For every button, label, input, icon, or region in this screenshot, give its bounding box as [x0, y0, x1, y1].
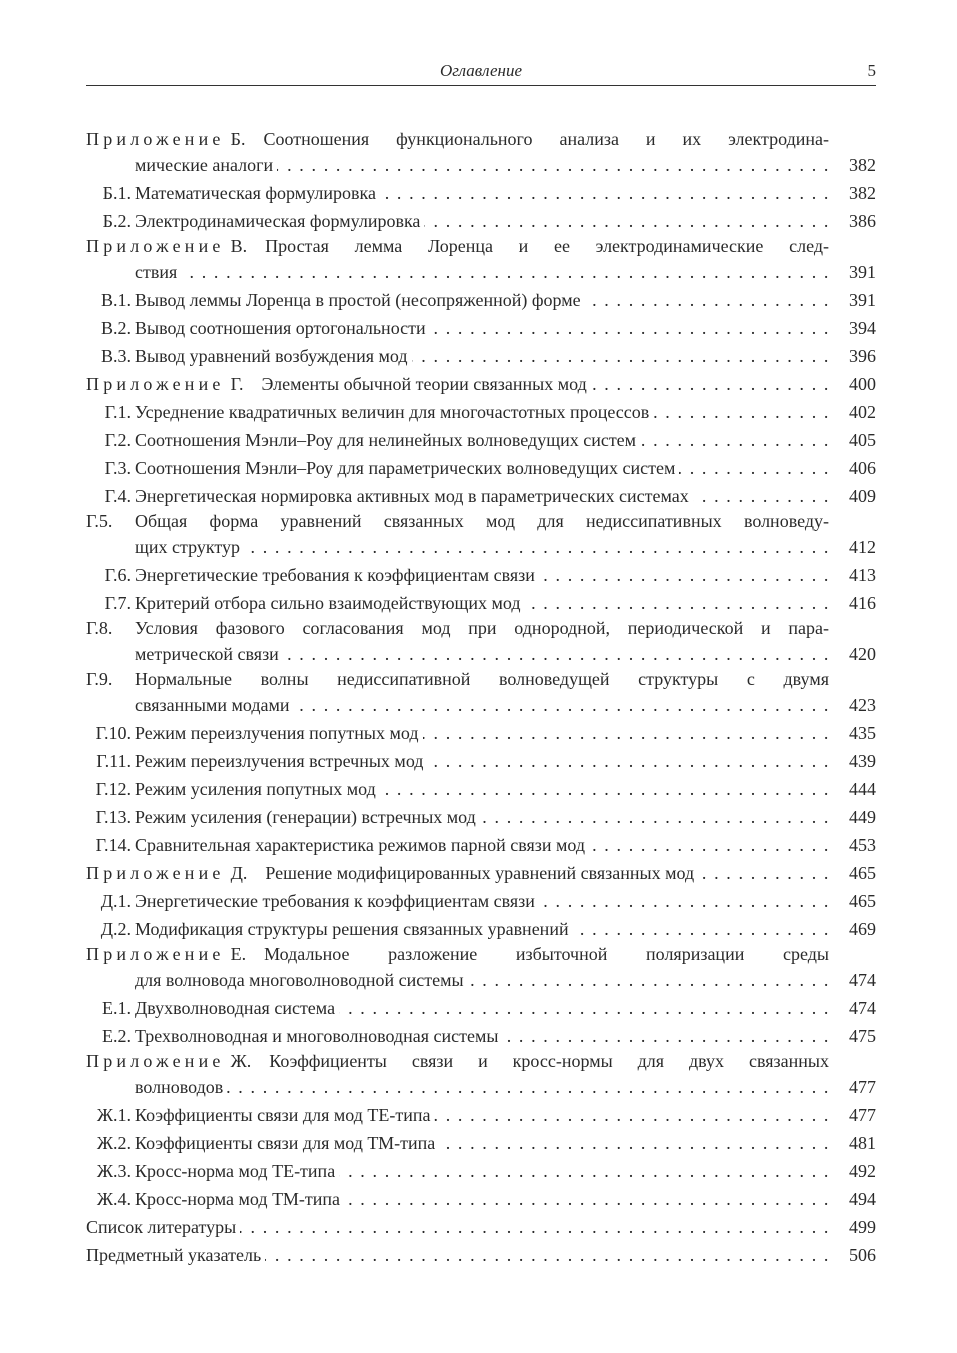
entry-title: Коэффициенты связи и кросс-нормы для двух связанных	[269, 1051, 829, 1071]
dot-leader	[240, 1213, 830, 1241]
toc-entry-line	[86, 1022, 876, 1050]
section-number: Д.2.	[100, 919, 131, 939]
section-number: Г.4.	[104, 486, 131, 506]
toc-entry-line	[86, 151, 876, 179]
entry-title: Двухволноводная система	[135, 998, 336, 1018]
entry-title: Энергетическая нормировка активных мод в параметрических системах	[135, 486, 689, 506]
entry-page-number: 394	[849, 318, 876, 338]
toc-entry-line	[86, 207, 876, 235]
entry-title: мические аналоги	[135, 155, 274, 175]
toc-entry-line	[86, 235, 876, 258]
entry-page-number: 420	[849, 644, 876, 664]
entry-title: Соотношения Мэнли–Роу для нелинейных волноведущих систем	[135, 430, 637, 450]
toc-entry[interactable]	[86, 207, 876, 235]
entry-page-number: 409	[849, 486, 876, 506]
table-of-contents	[86, 128, 876, 1269]
entry-title: Режим переизлучения встречных мод	[135, 751, 424, 771]
section-number: Г.13.	[95, 807, 131, 827]
entry-page-number: 439	[849, 751, 876, 771]
entry-page-number: 396	[849, 346, 876, 366]
entry-title: Решение модифицированных уравнений связанных мод	[265, 863, 695, 883]
entry-page-number: 475	[849, 1026, 876, 1046]
appendix-letter: В.	[230, 236, 248, 256]
toc-entry[interactable]	[86, 589, 876, 617]
entry-title: Нормальные волны недиссипативной волноведущей структуры с двумя	[135, 669, 829, 689]
toc-entry-line	[86, 1050, 876, 1073]
toc-entry[interactable]	[86, 1157, 876, 1185]
toc-entry-line	[86, 342, 876, 370]
dot-leader	[585, 286, 830, 314]
dot-leader	[525, 589, 830, 617]
toc-entry[interactable]	[86, 994, 876, 1022]
dot-leader	[277, 151, 830, 179]
section-number: Ж.4.	[96, 1189, 131, 1209]
entry-title: связанными модами	[135, 695, 290, 715]
dot-leader	[380, 775, 830, 803]
entry-title: Трехволноводная и многоволноводная системы	[135, 1026, 499, 1046]
entry-title: Коэффициенты связи для мод ТМ-типа	[135, 1133, 436, 1153]
entry-title: Электродинамическая формулировка	[135, 211, 421, 231]
entry-page-number: 405	[849, 430, 876, 450]
toc-entry-line	[86, 831, 876, 859]
entry-page-number: 402	[849, 402, 876, 422]
entry-title: Критерий отбора сильно взаимодействующих мод	[135, 593, 521, 613]
entry-page-number: 492	[849, 1161, 876, 1181]
header-title: Оглавление	[439, 61, 523, 80]
entry-page-number: 382	[849, 183, 876, 203]
section-number: Г.7.	[104, 593, 131, 613]
toc-entry-line	[86, 426, 876, 454]
entry-title: волноводов	[135, 1077, 224, 1097]
entry-page-number: 386	[849, 211, 876, 231]
toc-entry-line	[86, 589, 876, 617]
toc-entry-line	[86, 1129, 876, 1157]
dot-leader	[439, 1129, 830, 1157]
dot-leader	[679, 454, 830, 482]
appendix-label: Приложение	[86, 129, 225, 149]
toc-entry[interactable]	[86, 1129, 876, 1157]
toc-entry-line	[86, 1185, 876, 1213]
entry-page-number: 506	[849, 1245, 876, 1265]
toc-entry[interactable]	[86, 747, 876, 775]
entry-title: Режим усиления попутных мод	[135, 779, 376, 799]
toc-entry[interactable]	[86, 1185, 876, 1213]
toc-entry-line	[86, 454, 876, 482]
entry-title: Модальное разложение избыточной поляризации среды	[264, 944, 829, 964]
dot-leader	[502, 1022, 830, 1050]
dot-leader	[423, 719, 830, 747]
toc-entry-line	[86, 747, 876, 775]
entry-page-number: 406	[849, 458, 876, 478]
section-number: Е.1.	[102, 998, 131, 1018]
appendix-letter: Б.	[230, 129, 246, 149]
toc-entry-line	[86, 510, 876, 533]
dot-leader	[573, 915, 830, 943]
toc-entry-line	[86, 314, 876, 342]
toc-entry[interactable]	[86, 342, 876, 370]
dot-leader	[653, 398, 830, 426]
dot-leader	[424, 207, 830, 235]
toc-entry-line	[86, 482, 876, 510]
appendix-letter: Ж.	[230, 1051, 252, 1071]
section-number: Г.14.	[95, 835, 131, 855]
entry-page-number: 416	[849, 593, 876, 613]
entry-title: Список литературы	[86, 1217, 237, 1237]
entry-page-number: 400	[849, 374, 876, 394]
toc-entry-line	[86, 994, 876, 1022]
entry-title: метрической связи	[135, 644, 279, 664]
section-number: Г.8.	[86, 618, 113, 638]
toc-entry-line	[86, 775, 876, 803]
section-number: Г.11.	[96, 751, 131, 771]
section-number: Д.1.	[100, 891, 131, 911]
toc-entry-line	[86, 859, 876, 887]
toc-entry[interactable]	[86, 943, 876, 994]
section-number: В.1.	[100, 290, 131, 310]
entry-page-number: 423	[849, 695, 876, 715]
toc-entry[interactable]	[86, 510, 876, 561]
appendix-label: Приложение	[86, 374, 225, 394]
entry-page-number: 449	[849, 807, 876, 827]
toc-entry-line	[86, 1157, 876, 1185]
toc-entry-line	[86, 1241, 876, 1269]
entry-page-number: 382	[849, 155, 876, 175]
section-number: Ж.2.	[96, 1133, 131, 1153]
dot-leader	[591, 370, 830, 398]
toc-entry[interactable]	[86, 370, 876, 398]
toc-entry-line	[86, 1101, 876, 1129]
toc-entry[interactable]	[86, 454, 876, 482]
entry-title: для волновода многоволноводной системы	[135, 970, 464, 990]
entry-title: Усреднение квадратичных величин для многочастотных процессов	[135, 402, 650, 422]
entry-title: щих структур	[135, 537, 240, 557]
entry-page-number: 494	[849, 1189, 876, 1209]
toc-entry-line	[86, 668, 876, 691]
entry-page-number: 474	[849, 970, 876, 990]
dot-leader	[430, 314, 830, 342]
entry-page-number: 481	[849, 1133, 876, 1153]
entry-page-number: 477	[849, 1077, 876, 1097]
entry-title: Математическая формулировка	[135, 183, 376, 203]
toc-entry-line	[86, 719, 876, 747]
toc-entry[interactable]	[86, 719, 876, 747]
entry-title: Предметный указатель	[86, 1245, 262, 1265]
entry-page-number: 444	[849, 779, 876, 799]
toc-entry[interactable]	[86, 179, 876, 207]
entry-page-number: 469	[849, 919, 876, 939]
toc-entry-line	[86, 286, 876, 314]
toc-entry-line	[86, 640, 876, 668]
entry-page-number: 391	[849, 262, 876, 282]
toc-entry-line	[86, 258, 876, 286]
entry-page-number: 412	[849, 537, 876, 557]
toc-entry-line	[86, 533, 876, 561]
toc-entry-line	[86, 943, 876, 966]
toc-entry[interactable]	[86, 668, 876, 719]
toc-entry-line	[86, 1073, 876, 1101]
appendix-label: Приложение	[86, 236, 225, 256]
entry-title: Модификация структуры решения связанных уравнений	[135, 919, 569, 939]
appendix-letter: Е.	[230, 944, 247, 964]
toc-entry-line	[86, 128, 876, 151]
entry-page-number: 465	[849, 891, 876, 911]
dot-leader	[539, 561, 830, 589]
toc-entry-line	[86, 691, 876, 719]
entry-page-number: 391	[849, 290, 876, 310]
toc-entry-line	[86, 561, 876, 589]
dot-leader	[412, 342, 830, 370]
toc-entry-line	[86, 617, 876, 640]
toc-entry[interactable]	[86, 887, 876, 915]
section-number: Г.5.	[86, 511, 113, 531]
toc-entry[interactable]	[86, 775, 876, 803]
entry-title: Режим переизлучения попутных мод	[135, 723, 419, 743]
section-number: Г.3.	[104, 458, 131, 478]
toc-entry[interactable]	[86, 398, 876, 426]
dot-leader	[427, 747, 830, 775]
entry-title: Простая лемма Лоренца и ее электродинамические след-	[265, 236, 829, 256]
dot-leader	[640, 426, 830, 454]
section-number: Ж.3.	[96, 1161, 131, 1181]
toc-entry[interactable]	[86, 915, 876, 943]
section-number: Г.2.	[104, 430, 131, 450]
dot-leader	[244, 533, 830, 561]
dot-leader	[181, 258, 830, 286]
section-number: Г.6.	[104, 565, 131, 585]
section-number: Г.10.	[95, 723, 131, 743]
dot-leader	[468, 966, 830, 994]
toc-entry[interactable]	[86, 1022, 876, 1050]
dot-leader	[480, 803, 830, 831]
page-number: 5	[867, 61, 876, 80]
entry-page-number: 413	[849, 565, 876, 585]
dot-leader	[339, 994, 830, 1022]
toc-entry[interactable]	[86, 314, 876, 342]
dot-leader	[693, 482, 830, 510]
dot-leader	[227, 1073, 830, 1101]
entry-title: ствия	[135, 262, 178, 282]
entry-title: Кросс-норма мод ТЕ-типа	[135, 1161, 336, 1181]
section-number: В.3.	[100, 346, 131, 366]
toc-entry-line	[86, 1213, 876, 1241]
entry-title: Коэффициенты связи для мод ТЕ-типа	[135, 1105, 431, 1125]
entry-page-number: 474	[849, 998, 876, 1018]
entry-page-number: 499	[849, 1217, 876, 1237]
dot-leader	[344, 1185, 830, 1213]
entry-page-number: 435	[849, 723, 876, 743]
entry-page-number: 453	[849, 835, 876, 855]
toc-entry[interactable]	[86, 426, 876, 454]
toc-entry[interactable]	[86, 859, 876, 887]
running-header	[86, 58, 876, 86]
toc-entry[interactable]	[86, 803, 876, 831]
appendix-letter: Г.	[230, 374, 244, 394]
toc-entry-line	[86, 887, 876, 915]
dot-leader	[589, 831, 830, 859]
entry-page-number: 477	[849, 1105, 876, 1125]
entry-title: Общая форма уравнений связанных мод для недиссипативных волноведу-	[135, 511, 829, 531]
toc-entry[interactable]	[86, 831, 876, 859]
toc-entry-line	[86, 179, 876, 207]
dot-leader	[698, 859, 830, 887]
toc-entry[interactable]	[86, 1050, 876, 1101]
entry-title: Режим усиления (генерации) встречных мод	[135, 807, 476, 827]
entry-page-number: 465	[849, 863, 876, 883]
dot-leader	[380, 179, 830, 207]
entry-title: Энергетические требования к коэффициентам связи	[135, 891, 535, 911]
toc-entry[interactable]	[86, 235, 876, 286]
entry-title: Вывод соотношения ортогональности	[135, 318, 426, 338]
entry-title: Вывод леммы Лоренца в простой (несопряженной) форме	[135, 290, 581, 310]
toc-entry[interactable]	[86, 617, 876, 668]
toc-entry[interactable]	[86, 1241, 876, 1269]
entry-title: Энергетические требования к коэффициентам связи	[135, 565, 535, 585]
appendix-label: Приложение	[86, 863, 225, 883]
toc-entry[interactable]	[86, 128, 876, 179]
entry-title: Сравнительная характеристика режимов парной связи мод	[135, 835, 586, 855]
dot-leader	[539, 887, 830, 915]
toc-entry[interactable]	[86, 286, 876, 314]
toc-entry-line	[86, 803, 876, 831]
toc-entry[interactable]	[86, 482, 876, 510]
entry-title: Условия фазового согласования мод при однородной, периодической и пара-	[135, 618, 829, 638]
section-number: Г.1.	[104, 402, 131, 422]
toc-entry-line	[86, 398, 876, 426]
entry-title: Соотношения Мэнли–Роу для параметрических волноведущих систем	[135, 458, 676, 478]
dot-leader	[434, 1101, 830, 1129]
entry-title: Кросс-норма мод ТМ-типа	[135, 1189, 340, 1209]
toc-entry[interactable]	[86, 1213, 876, 1241]
toc-entry[interactable]	[86, 561, 876, 589]
dot-leader	[265, 1241, 830, 1269]
dot-leader	[339, 1157, 830, 1185]
toc-entry-line	[86, 966, 876, 994]
toc-entry[interactable]	[86, 1101, 876, 1129]
entry-title: Вывод уравнений возбуждения мод	[135, 346, 408, 366]
section-number: Г.12.	[95, 779, 131, 799]
section-number: Г.9.	[86, 669, 113, 689]
appendix-label: Приложение	[86, 944, 225, 964]
toc-entry-line	[86, 370, 876, 398]
section-number: В.2.	[100, 318, 131, 338]
entry-title: Элементы обычной теории связанных мод	[261, 374, 587, 394]
toc-entry-line	[86, 915, 876, 943]
dot-leader	[283, 640, 830, 668]
entry-title: Соотношения функционального анализа и их электродина-	[263, 129, 829, 149]
section-number: Ж.1.	[96, 1105, 131, 1125]
section-number: Б.1.	[102, 183, 131, 203]
section-number: Б.2.	[102, 211, 131, 231]
dot-leader	[294, 691, 830, 719]
section-number: Е.2.	[102, 1026, 131, 1046]
appendix-letter: Д.	[230, 863, 248, 883]
appendix-label: Приложение	[86, 1051, 225, 1071]
